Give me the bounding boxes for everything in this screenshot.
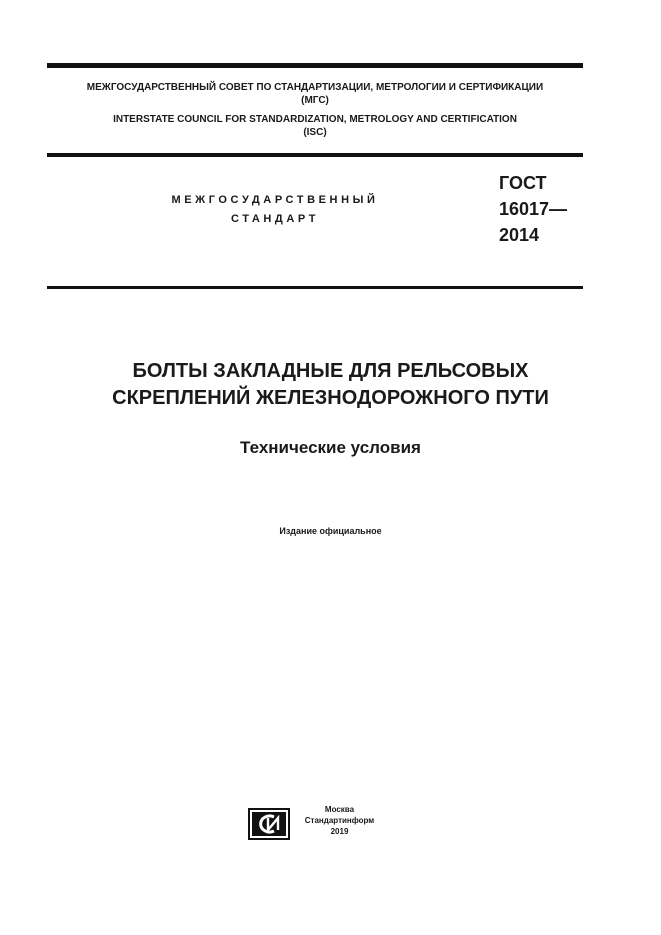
standard-type-line2: СТАНДАРТ bbox=[230, 213, 320, 225]
standartinform-logo-icon bbox=[248, 808, 290, 840]
council-en-abbr: (ISC) bbox=[303, 127, 327, 138]
publisher-year: 2019 bbox=[330, 827, 349, 836]
designation-number: 16017— bbox=[499, 199, 568, 219]
edition-label: Издание официальное bbox=[279, 526, 382, 536]
standard-type-line1: МЕЖГОСУДАРСТВЕННЫЙ bbox=[171, 194, 379, 206]
document-title-line1: БОЛТЫ ЗАКЛАДНЫЕ ДЛЯ РЕЛЬСОВЫХ bbox=[132, 360, 529, 382]
council-en-name: INTERSTATE COUNCIL FOR STANDARDIZATION, METROLOGY AND CERTIFICATION bbox=[113, 114, 517, 125]
lower-rule bbox=[47, 286, 583, 289]
publisher-imprint bbox=[297, 804, 382, 837]
top-rule bbox=[47, 63, 583, 68]
council-ru-name: МЕЖГОСУДАРСТВЕННЫЙ СОВЕТ ПО СТАНДАРТИЗАЦИИ, МЕТРОЛОГИИ И СЕРТИФИКАЦИИ bbox=[86, 82, 544, 93]
document-subtitle: Технические условия bbox=[240, 438, 421, 457]
designation-year: 2014 bbox=[499, 225, 540, 245]
publisher-city: Москва bbox=[324, 805, 355, 814]
council-ru-abbr: (МГС) bbox=[301, 95, 329, 106]
designation-prefix: ГОСТ bbox=[499, 173, 547, 193]
publisher-name: Стандартинформ bbox=[304, 816, 375, 825]
document-title-line2: СКРЕПЛЕНИЙ ЖЕЛЕЗНОДОРОЖНОГО ПУТИ bbox=[112, 387, 549, 409]
middle-rule bbox=[47, 153, 583, 157]
